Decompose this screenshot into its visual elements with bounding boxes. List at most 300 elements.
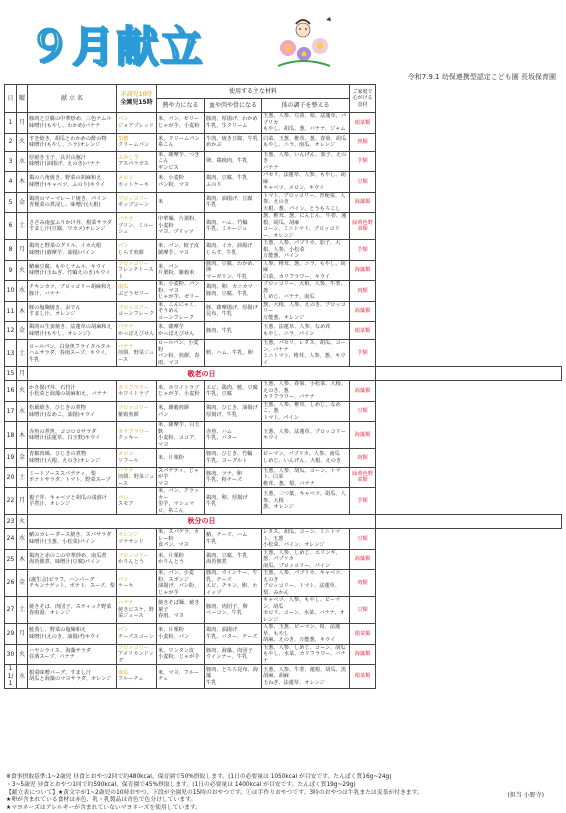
footer-line-5: ★マヨネーズはアレルギーが含まれていないマヨネーズを使用しています。 bbox=[6, 805, 202, 812]
snack-cell bbox=[117, 340, 157, 367]
snack-10am: バナナ bbox=[118, 343, 134, 350]
footer-line-2: ・3~5歳児 昼食とおやつ1回で約590kcal、保育園で45%摂取します。(1日の必要量は 1400kcal が目安です。たんぱく質19g~29g) bbox=[6, 781, 356, 788]
menu-body bbox=[5, 113, 562, 689]
snack-10am: バナナ bbox=[118, 467, 134, 474]
snack-3pm: クッキー bbox=[118, 435, 139, 442]
heat-ingredients-cell: 米、ホワイトラブ じゃが芋、小麦粉 bbox=[157, 381, 205, 402]
heat-ingredients-cell: 米、マヨ、フルーチェ bbox=[157, 665, 205, 689]
snack-cell bbox=[117, 133, 157, 151]
weekday-cell: 土 bbox=[17, 467, 28, 488]
food-category-cell: 芋類 bbox=[350, 240, 376, 261]
snack-cell bbox=[117, 172, 157, 193]
dish-cell: 親子丼、キャベツと胡瓜の浅漬け 芋煮汁、オレンジ bbox=[28, 488, 117, 515]
dish-cell: 鯖麻豆腐、もやしナムル、キウイ 味噌汁(玉ねぎ、竹輪えのき)キウイ bbox=[28, 260, 117, 281]
protein-ingredients-cell: 鶏肉、ひじき、油揚げ 厚揚げ、牛乳 bbox=[205, 401, 262, 422]
day-cell: 4 bbox=[5, 172, 17, 193]
weekday-cell: 月 bbox=[17, 488, 28, 515]
protein-ingredients-cell: 卵、鶏挽肉、牛乳 bbox=[205, 151, 262, 172]
vitamin-ingredients-cell: トマト、ブロッコリー、青梗菜、人参、えのき 大根、葱、パイン、とうもろこし bbox=[262, 192, 350, 213]
heat-ingredients-cell: 米、ワンタン皮 小麦粉、じゃが芋 bbox=[157, 644, 205, 665]
table-row bbox=[5, 172, 562, 193]
vitamin-ingredients-cell: 人参、椎茸、葱、ニラ、もやし、胡麻 白菜、カリフラワー、キウイ bbox=[262, 260, 350, 281]
footer-line-3: 【献立表について】★黄文字が1~2歳児の10時おやつ、下段が全園児の15時のおやつです。㋣は手作りおやつです。3時のおやつは牛乳または麦茶が付きます。 bbox=[6, 789, 423, 796]
snack-10am: パン bbox=[118, 494, 129, 501]
snack-cell bbox=[117, 401, 157, 422]
protein-ingredients-cell: 鶏肉、卵、カニカマ 豚肉、豆腐、牛乳 bbox=[205, 281, 262, 302]
footer-line-4: ★卵が含まれている食材は赤色、乳・乳製品は青色で色分けしています。 bbox=[6, 797, 197, 804]
weekday-cell: 木 bbox=[17, 422, 28, 449]
snack-10am: パン bbox=[118, 627, 129, 634]
weekday-cell: 金 bbox=[17, 570, 28, 597]
protein-ingredients-cell: 鶏肉、ハム、竹輪 牛乳、ミルージュ bbox=[205, 213, 262, 240]
heat-ingredients-cell: 米、クリームパン 糸こん bbox=[157, 133, 205, 151]
table-row bbox=[5, 213, 562, 240]
food-category-cell: 根菜類 bbox=[350, 322, 376, 340]
vitamin-ingredients-cell: レタス、胡瓜、コーン、ミニトマト、玉葱 小松菜、パイン、オレンジ bbox=[262, 529, 350, 550]
snack-cell bbox=[117, 260, 157, 281]
snack-3pm: ツナサンド bbox=[118, 538, 144, 545]
dish-cell: (誕生会)ピラフ、ハンバーグ チキンナゲット、ポテト、スープ、梨 bbox=[28, 570, 117, 597]
protein-ingredients-cell: 豚肉、海藻、肉団子 ウインナー、牛乳 bbox=[205, 644, 262, 665]
dish-cell: かき揚げ丼、石狩汁 小松菜と海藻の胡麻和え、バナナ bbox=[28, 381, 117, 402]
weekday-cell: 水 bbox=[17, 151, 28, 172]
table-row bbox=[5, 192, 562, 213]
col-cat: ご家庭で心がける食材 bbox=[350, 85, 376, 113]
col-snack bbox=[117, 85, 157, 113]
food-category-cell: 魚類 bbox=[350, 133, 376, 151]
weekday-cell: 水 bbox=[17, 529, 28, 550]
food-category-cell: 根菜類 bbox=[350, 624, 376, 645]
snack-3pm: ぶどうゼリー bbox=[118, 290, 150, 297]
dish-cell: ミートソーススパゲティ、梨 ポテトサラダ、トマト、野菜スープ bbox=[28, 467, 117, 488]
protein-ingredients-cell: 赤魚、ハム 牛乳、バター bbox=[205, 422, 262, 449]
snack-cell bbox=[117, 192, 157, 213]
vitamin-ingredients-cell: 玉葱、人参、しめじ、エリンギ、葱、パプリカ 南瓜、ブロッコリー、パイン bbox=[262, 549, 350, 570]
vitamin-ingredients-cell: 玉葱、人参、胡瓜、コーン、トマト、白菜 椎茸、葱、梨、バナナ bbox=[262, 467, 350, 488]
protein-ingredients-cell: 豚肉、ツナ、卵 牛乳、粉チーズ bbox=[205, 467, 262, 488]
protein-ingredients-cell: 鰆、チーズ、ハム 牛乳 bbox=[205, 529, 262, 550]
weekday-cell: 水 bbox=[17, 401, 28, 422]
vitamin-ingredients-cell: 玉葱、人参、いんげん、茄子、えのき バナナ bbox=[262, 151, 350, 172]
day-cell: 24 bbox=[5, 529, 17, 550]
dish-cell: チキンカツ、ブロッコリー胡麻和え 豚汁、バナナ bbox=[28, 281, 117, 302]
table-row bbox=[5, 367, 562, 381]
vitamin-ingredients-cell: 玉葱、パセリ、レタス、胡瓜、コーン、バナナ ミニトマト、椎茸、人参、葱、キウイ bbox=[262, 340, 350, 367]
day-cell: 5 bbox=[5, 192, 17, 213]
protein-ingredients-cell: 鱈、ハム、牛乳、卵 bbox=[205, 340, 262, 367]
heat-ingredients-cell: 米、片栗粉 小麦粉、パン bbox=[157, 624, 205, 645]
table-row bbox=[5, 240, 562, 261]
weekday-cell: 月 bbox=[17, 367, 28, 381]
snack-10am: バナナ bbox=[118, 216, 134, 223]
weekday-cell: 火 bbox=[17, 515, 28, 529]
snack-10am: ブロッコリー bbox=[118, 260, 150, 267]
snack-3pm: プリン、ミルーシュ bbox=[118, 222, 154, 236]
vitamin-ingredients-cell: 玉葱、人参、椎茸、しめじ、なめこ、葱 トマト、パイン bbox=[262, 401, 350, 422]
heat-ingredients-cell: 米、パン、クラッカー 里芋、マシュマロ、糸こん bbox=[157, 488, 205, 515]
dish-cell: 鯖のカレーダース焼き、スパサラダ 味噌汁(玉葱、小松菜)パイン bbox=[28, 529, 117, 550]
protein-ingredients-cell: 牛肉、焼き豆腐、牛乳 めかぶ bbox=[205, 133, 262, 151]
snack-3pm: チーズスコーン bbox=[118, 633, 154, 640]
snack-3pm: しらす煎餅 bbox=[118, 249, 144, 256]
food-category-cell: 海藻類 bbox=[350, 260, 376, 281]
vitamin-ingredients-cell: 玉葱、法蓮草、人参、なめ茸 もやし、ニラ、パイン bbox=[262, 322, 350, 340]
snack-3pm: ホットケーキ bbox=[118, 181, 150, 188]
protein-ingredients-cell: 鶏肉、油揚げ、豆腐 牛乳 bbox=[205, 192, 262, 213]
header bbox=[0, 0, 566, 86]
snack-3pm: フルーチェ bbox=[118, 676, 144, 683]
weekday-cell: 木 bbox=[17, 172, 28, 193]
protein-ingredients-cell: 鶏肉、卵、厚揚げ 牛乳 bbox=[205, 488, 262, 515]
table-row bbox=[5, 281, 562, 302]
food-category-cell: 海藻類 bbox=[350, 549, 376, 570]
day-cell: 27 bbox=[5, 597, 17, 624]
food-category-cell: 肉類 bbox=[350, 449, 376, 467]
vitamin-ingredients-cell: パセリ、法蓮草、人参、もやし、胡麻 キャベツ、メロン、キウイ bbox=[262, 172, 350, 193]
day-cell: 11 bbox=[5, 301, 17, 322]
table-row bbox=[5, 570, 562, 597]
vitamin-ingredients-cell: 人参、玉葱、ピーマン、筍、法蓮草、もやし 胡麻、えのき、万能葱、キウイ bbox=[262, 624, 350, 645]
food-category-cell: 芋類 bbox=[350, 488, 376, 515]
dish-cell: 青椒肉絲、ひじきの煮物 味噌汁(大根、えのき)オレンジ bbox=[28, 449, 117, 467]
snack-3pm: スモア bbox=[118, 501, 134, 508]
food-category-cell: 根菜類 bbox=[350, 113, 376, 134]
snack-cell bbox=[117, 644, 157, 665]
weekday-cell: 火 bbox=[17, 133, 28, 151]
snack-3pm: 煎餅、野菜ジュース bbox=[118, 474, 155, 487]
snack-cell bbox=[117, 281, 157, 302]
table-row bbox=[5, 322, 562, 340]
protein-ingredients-cell: エビ、鶏肉、鮭、豆腐 牛乳、豆腐 bbox=[205, 381, 262, 402]
vitamin-ingredients-cell: 葱、大根、人参、えのき、ブロッコリー 万能葱、オレンジ bbox=[262, 301, 350, 322]
food-category-cell: 根菜類 bbox=[350, 665, 376, 689]
weekday-cell: 水 bbox=[17, 665, 28, 689]
heat-ingredients-cell: 米、パン、餃子皮 薩摩芋、マヨ bbox=[157, 240, 205, 261]
weekday-cell: 金 bbox=[17, 192, 28, 213]
vitamin-ingredients-cell: 玉葱、人参、牛蒡、蓮根、胡瓜、黒胡麻、胡麻 玉ねぎ、法蓮草、オレンジ bbox=[262, 665, 350, 689]
dish-cell: 鶏肉の生姜焼き、法蓮草の胡麻和え 味噌汁(もやし、オレンジ) bbox=[28, 322, 117, 340]
heat-ingredients-cell: 米、片栗粉 かりんとう bbox=[157, 549, 205, 570]
weekday-cell: 金 bbox=[17, 322, 28, 340]
weekday-cell: 水 bbox=[17, 281, 28, 302]
col-blood: 血や肉や骨になる bbox=[205, 99, 262, 113]
day-cell: 9 bbox=[5, 260, 17, 281]
dish-cell: 鶏肉と野菜のグリル、イカ大根 味噌汁(薩摩芋、油揚)パイン bbox=[28, 240, 117, 261]
snack-10am: ブロッコリー bbox=[118, 195, 150, 202]
snack-10am: オレンジ bbox=[118, 532, 139, 539]
snack-10am: ブロッコリー bbox=[118, 304, 150, 311]
day-cell: 16 bbox=[5, 381, 17, 402]
vitamin-ingredients-cell: ピーマン、パプリカ、人参、南瓜 しめじ、いんげん、大根、えのき bbox=[262, 449, 350, 467]
day-cell: 11/1 bbox=[5, 665, 17, 689]
weekday-cell: 月 bbox=[17, 113, 28, 134]
weekday-cell: 木 bbox=[17, 301, 28, 322]
snack-3pm: ケーキ bbox=[118, 583, 134, 590]
weekday-cell: 土 bbox=[17, 340, 28, 367]
table-row bbox=[5, 301, 562, 322]
snack-3pm: かっぱえびせん bbox=[118, 330, 155, 337]
snack-3pm: 煎餅、野菜ジュース bbox=[118, 350, 155, 363]
food-category-cell: 海藻類 bbox=[350, 301, 376, 322]
snack-cell bbox=[117, 449, 157, 467]
dish-cell: 鮭蒸し、野菜の塩麹和え 味噌汁(えのき、油揚げ)キウイ bbox=[28, 624, 117, 645]
heat-ingredients-cell: スパゲティ、じゃが芋 マヨ bbox=[157, 467, 205, 488]
weekday-cell: 土 bbox=[17, 597, 28, 624]
snack-10am: カリフラワー bbox=[118, 428, 150, 435]
day-cell: 10 bbox=[5, 281, 17, 302]
snack-3pm: クリームパン bbox=[118, 142, 150, 149]
snack-10am: パナナ bbox=[118, 324, 134, 331]
protein-ingredients-cell: 豚肉、豆腐、わかめ、卵 マーガリン、牛乳 bbox=[205, 260, 262, 281]
protein-ingredients-cell: 豚肉、ウインナー、牛乳、チーズ エビ、チキン、卵、ホイップ bbox=[205, 570, 262, 597]
dish-cell: 鶏肉と赤のこの中華炒め、南瓜煮 海苔佃煮、味噌汁(豆腐)パイン bbox=[28, 549, 117, 570]
snack-cell bbox=[117, 113, 157, 134]
heat-ingredients-cell: 米、パン、小麦粉、スポンジ 油揚げ、パン粉、じゃが芋 bbox=[157, 570, 205, 597]
vitamin-ingredients-cell: 玉葱、人参、春菊、小松菜、大根、えのき、葱 カリフラワー、バナナ bbox=[262, 381, 350, 402]
col-snack-10: 未満児10時 bbox=[120, 91, 153, 98]
heat-ingredients-cell: 米、小麦粉 パン粉、マヨ bbox=[157, 172, 205, 193]
table-row bbox=[5, 133, 562, 151]
dish-cell: ロールパン、白身魚フライタルタル ハムサラダ、春雨スープ、キウイ、牛乳 bbox=[28, 340, 117, 367]
signoff: (担当 小野寺) bbox=[507, 792, 544, 799]
col-heat: 熱や力になる bbox=[157, 99, 205, 113]
snack-cell bbox=[117, 665, 157, 689]
day-cell: 15 bbox=[5, 367, 17, 381]
heat-ingredients-cell: 中華麺、片栗粉、小麦粉 マヨ、プリッツ bbox=[157, 213, 205, 240]
food-category-cell: 芋類 bbox=[350, 340, 376, 367]
food-category-cell: 肉類 bbox=[350, 570, 376, 597]
table-row bbox=[5, 597, 562, 624]
protein-ingredients-cell: 豚肉、ひじき、竹輪 牛乳、ヨーグルト bbox=[205, 449, 262, 467]
vitamin-ingredients-cell: 玉葱、人参、パプリカ、キャベツ、えのき ブロッコリー、トマト、法蓮草、梨、みかん bbox=[262, 570, 350, 597]
food-category-cell: 豆類 bbox=[350, 401, 376, 422]
food-category-cell: 豆類 bbox=[350, 172, 376, 193]
snack-cell bbox=[117, 467, 157, 488]
weekday-cell: 火 bbox=[17, 260, 28, 281]
snack-3pm: アメリカンドッグ bbox=[118, 651, 154, 664]
vitamin-ingredients-cell: 葱、椎茸、葱、にんじん、牛蒡、蓮根、胡瓜、胡麻 コーン、ミニトマト、ブロッコリー、オレンジ bbox=[262, 213, 350, 240]
table-row bbox=[5, 549, 562, 570]
menu-table bbox=[4, 84, 562, 689]
day-cell: 17 bbox=[5, 401, 17, 422]
day-cell: 22 bbox=[5, 488, 17, 515]
dish-cell: 根菜味噌バーグ、すまし汁 胡瓜と海藻のマヨサラダ、オレンジ bbox=[28, 665, 117, 689]
snack-cell bbox=[117, 549, 157, 570]
snack-cell bbox=[117, 301, 157, 322]
food-category-cell: 緑黄色野菜類 bbox=[350, 467, 376, 488]
food-category-cell: 海藻類 bbox=[350, 381, 376, 402]
table-row bbox=[5, 449, 562, 467]
heat-ingredients-cell: 米、薩摩芋 かっぱえびせん bbox=[157, 322, 205, 340]
heat-ingredients-cell: 米、こんにゃく、そうめん コーンフレーク bbox=[157, 301, 205, 322]
weekday-cell: 月 bbox=[17, 624, 28, 645]
dish-cell: すき焼き、胡瓜とわかめの酢の物 味噌汁(もやし、ニラ)オレンジ bbox=[28, 133, 117, 151]
dish-cell: 豚の塩麹焼き、おでん すまし汁、オレンジ bbox=[28, 301, 117, 322]
day-cell: 18 bbox=[5, 422, 17, 449]
snack-10am: カリフラワー bbox=[118, 384, 150, 391]
snack-cell bbox=[117, 422, 157, 449]
snack-cell bbox=[117, 322, 157, 340]
table-row bbox=[5, 488, 562, 515]
day-cell: 6 bbox=[5, 213, 17, 240]
col-snack-15: 全園児15時 bbox=[120, 98, 153, 106]
day-cell: 25 bbox=[5, 549, 17, 570]
table-row bbox=[5, 113, 562, 134]
protein-ingredients-cell: 鶏肉、油揚げ 牛乳、バター、チーズ bbox=[205, 624, 262, 645]
protein-ingredients-cell: 鶏肉、イカ、油揚げ しらす、牛乳 bbox=[205, 240, 262, 261]
snack-3pm: アスパラガス bbox=[118, 161, 149, 168]
snack-cell bbox=[117, 597, 157, 624]
snack-10am: パン bbox=[118, 576, 129, 583]
day-cell: 3 bbox=[5, 151, 17, 172]
table-row bbox=[5, 422, 562, 449]
protein-ingredients-cell: 豚、薩摩揚げ、厚揚げ 昆布、牛乳 bbox=[205, 301, 262, 322]
vitamin-ingredients-cell: 玉葱、人参、パプリカ、茄子、大根、人参、小松菜 万能葱、パイン bbox=[262, 240, 350, 261]
vitamin-ingredients-cell: 白菜、玉葱、椎茸、葱、春菊、胡瓜 もやし、ニラ、南瓜、オレンジ bbox=[262, 133, 350, 151]
snack-10am: ブロッコリー bbox=[118, 644, 150, 651]
vitamin-ingredients-cell: 玉葱、人参、しめじ、コーン、胡瓜 もやし、水菜、カリフラワー、バナナ bbox=[262, 644, 350, 665]
heat-ingredients-cell: 米、薩摩芋、つきこん ギンビス bbox=[157, 151, 205, 172]
dish-cell: 松風焼き、ひじきの煮物 味噌汁(なめこ、油揚)キウイ bbox=[28, 401, 117, 422]
snack-3pm: フレンチトースト bbox=[118, 267, 154, 280]
day-cell: 1 bbox=[5, 113, 17, 134]
weekday-cell: 土 bbox=[17, 213, 28, 240]
flower-illustration-icon bbox=[268, 10, 338, 70]
day-cell: 8 bbox=[5, 240, 17, 261]
snack-10am: メロン bbox=[118, 175, 134, 182]
snack-10am: バナナ bbox=[118, 600, 134, 607]
day-cell: 20 bbox=[5, 467, 17, 488]
snack-3pm: コーンフレーク bbox=[118, 311, 155, 318]
snack-cell bbox=[117, 529, 157, 550]
dish-cell: 鶏肉のマーマレード焼き、パイン 青梗菜の煮浸し、味噌汁(大根) bbox=[28, 192, 117, 213]
protein-ingredients-cell: 豚肉、とろろ昆布、海藻 牛乳 bbox=[205, 665, 262, 689]
table-row bbox=[5, 644, 562, 665]
snack-3pm: 焼きビスケ、野菜ジュース bbox=[118, 606, 154, 620]
snack-cell bbox=[117, 570, 157, 597]
day-cell: 19 bbox=[5, 449, 17, 467]
col-dow: 曜 bbox=[17, 85, 28, 113]
dish-cell: 厚焼き玉子、具沢山豚汁 味噌汁(油揚げ、えのき)バナナ bbox=[28, 151, 117, 172]
food-category-cell: 肉類 bbox=[350, 281, 376, 302]
page-title: ９月献立 bbox=[28, 22, 205, 71]
snack-3pm: 雑穀煎餅 bbox=[118, 411, 139, 418]
day-cell: 29 bbox=[5, 624, 17, 645]
col-dish: 献 立 名 bbox=[28, 85, 117, 113]
dish-cell: 豚肉と豆腐の中華炒め、三色ナムル 味噌汁(もやし、わかめ)バナナ bbox=[28, 113, 117, 134]
snack-cell bbox=[117, 151, 157, 172]
food-category-cell: 海藻類 bbox=[350, 192, 376, 213]
weekday-cell: 金 bbox=[17, 449, 28, 467]
table-row bbox=[5, 467, 562, 488]
food-category-cell: 豆類 bbox=[350, 597, 376, 624]
heat-ingredients-cell: 米、雑穀煎餅 パン bbox=[157, 401, 205, 422]
food-category-cell: 海藻類 bbox=[350, 644, 376, 665]
table-row bbox=[5, 515, 562, 529]
vitamin-ingredients-cell: ブロッコリー、大根、人参、牛蒡、葱 しめじ、バナナ、南瓜 bbox=[262, 281, 350, 302]
heat-ingredients-cell: 米、パン、ゼリー じゃが芋、小麦粉 bbox=[157, 113, 205, 134]
heat-ingredients-cell: 焼きそば麺、焼き菓子 春雨、マヨ bbox=[157, 597, 205, 624]
snack-3pm: かりんとう bbox=[118, 559, 144, 566]
dish-cell: 鶏の八角焼き、野菜の胡麻和え 味噌汁(キャベツ、ふのり)キウイ bbox=[28, 172, 117, 193]
heat-ingredients-cell: 米、スパゲラ、カレー粉 食パン、マヨ bbox=[157, 529, 205, 550]
day-cell: 13 bbox=[5, 340, 17, 367]
snack-cell bbox=[117, 213, 157, 240]
day-cell: 2 bbox=[5, 133, 17, 151]
table-row bbox=[5, 260, 562, 281]
snack-cell bbox=[117, 381, 157, 402]
heat-ingredients-cell: ロールパン、小麦粉 パン粉、煎餅、春雨、マヨ bbox=[157, 340, 205, 367]
weekday-cell: 木 bbox=[17, 549, 28, 570]
snack-cell bbox=[117, 488, 157, 515]
snack-3pm: ソフール bbox=[118, 457, 139, 464]
heat-ingredients-cell: 米 bbox=[157, 192, 205, 213]
food-category-cell: 芋類 bbox=[350, 151, 376, 172]
food-category-cell: 海藻類 bbox=[350, 422, 376, 449]
snack-10am: パン bbox=[118, 243, 129, 250]
table-row bbox=[5, 401, 562, 422]
vitamin-ingredients-cell: 玉葱、人参、豆苗、筍、法蓮草、パプリカ もやし、胡瓜、葱、バナナ、ジャム bbox=[262, 113, 350, 134]
food-category-cell bbox=[376, 367, 562, 381]
snack-10am: ふかし芋 bbox=[118, 154, 139, 161]
weekday-cell: 火 bbox=[17, 644, 28, 665]
dish-cell: ハヤシライス、海藻サラダ 昼酒スープ、バナナ bbox=[28, 644, 117, 665]
table-row bbox=[5, 624, 562, 645]
holiday-name: 秋分の日 bbox=[28, 515, 376, 529]
snack-10am: パン bbox=[118, 116, 129, 123]
dish-cell: 赤魚の煮魚、ココロロサラダ 味噌汁(法蓮草、白玉麩)キウイ bbox=[28, 422, 117, 449]
day-cell: 26 bbox=[5, 570, 17, 597]
table-row bbox=[5, 381, 562, 402]
snack-cell bbox=[117, 240, 157, 261]
footer-notes bbox=[6, 774, 562, 813]
table-row bbox=[5, 340, 562, 367]
day-cell: 30 bbox=[5, 644, 17, 665]
table-row bbox=[5, 151, 562, 172]
footer-line-1: ※食事摂取基準:1~2歳児 昼食とおやつ2回で約480kcal、保育園で50%摂取します。(1日の必要量は 1050kcal が目安です。たんぱく質16g~24g) bbox=[6, 774, 392, 780]
vitamin-ingredients-cell: キャベツ、人参、もやし、ピーマン、胡瓜 セロリ、コーン、水菜、バナナ、オレンジ bbox=[262, 597, 350, 624]
holiday-name: 敬老の日 bbox=[28, 367, 376, 381]
dish-cell: 焼きそば、肉団子、スティック野菜 春雨湯、オレンジ bbox=[28, 597, 117, 624]
food-category-cell: 豆類 bbox=[350, 529, 376, 550]
food-category-cell: 緑黄色野菜類 bbox=[350, 213, 376, 240]
protein-ingredients-cell: 鶏肉、豆腐、牛乳 ふのり bbox=[205, 172, 262, 193]
protein-ingredients-cell: 豚肉、肉団子、卵 ベーコン、牛乳 bbox=[205, 597, 262, 624]
day-cell: 12 bbox=[5, 322, 17, 340]
table-row bbox=[5, 529, 562, 550]
day-cell: 23 bbox=[5, 515, 17, 529]
weekday-cell: 火 bbox=[17, 381, 28, 402]
col-body: 体の調子を整える bbox=[262, 99, 350, 113]
protein-ingredients-cell: 豚肉、厚揚げ、わかめ 牛乳、生クリーム bbox=[205, 113, 262, 134]
protein-ingredients-cell: 豚肉、牛乳 bbox=[205, 322, 262, 340]
snack-10am: 黒糖 bbox=[118, 135, 129, 142]
table-row bbox=[5, 665, 562, 689]
weekday-cell: 月 bbox=[17, 240, 28, 261]
snack-10am: メロン bbox=[118, 451, 134, 458]
heat-ingredients-cell: 米、薩摩芋、白玉麩 小麦粉、ココア、マヨ bbox=[157, 422, 205, 449]
vitamin-ingredients-cell: 玉葱、人参、法蓮草、ブロッコリー キウイ bbox=[262, 422, 350, 449]
col-materials: 使用する主な材料 bbox=[157, 85, 350, 99]
heat-ingredients-cell: 米、パン 片栗粉、雑穀米 bbox=[157, 260, 205, 281]
snack-cell bbox=[117, 624, 157, 645]
dish-cell: ささみ南蛮ふりかけ丼、根菜サラダ すまし汁(豆腐、ワカメ)オレンジ bbox=[28, 213, 117, 240]
snack-3pm: ホワイトラブ bbox=[118, 391, 149, 398]
publication-info: 令和7.9.1 幼保連携型認定こども園 長坂保育園 bbox=[407, 73, 556, 81]
snack-10am: 南瓜 bbox=[118, 669, 129, 676]
snack-3pm: ポップコーン bbox=[118, 202, 149, 209]
snack-3pm: ジョアブレッド bbox=[118, 122, 154, 129]
